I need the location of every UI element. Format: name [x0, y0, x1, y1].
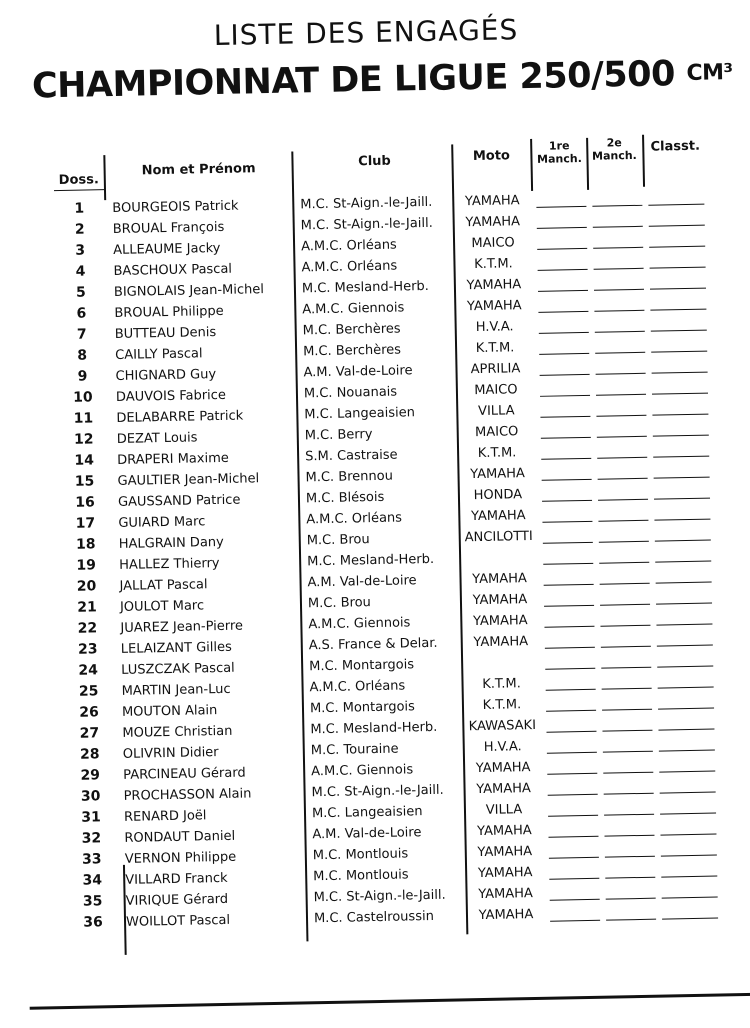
rider-name: BASCHOUX Pascal	[113, 261, 233, 279]
rider-club: A.M.C. Orléans	[309, 678, 406, 696]
manche-2-slot	[597, 457, 647, 459]
rider-club: M.C. Berchères	[302, 342, 402, 360]
rider-club: M.C. Langeaisien	[311, 804, 423, 822]
rider-club: M.C. Brou	[306, 532, 370, 549]
rider-name: RONDAUT Daniel	[124, 828, 236, 846]
rider-moto: YAMAHA	[478, 907, 534, 924]
classement-slot	[656, 581, 712, 583]
manche-2-slot	[600, 625, 650, 627]
manche-1-slot	[545, 647, 595, 649]
manche-2-slot	[593, 247, 643, 249]
manche-1-slot	[542, 500, 592, 502]
rider-name: BROUAL Philippe	[114, 303, 224, 321]
rider-name: BOURGEOIS Patrick	[112, 198, 239, 216]
displacement-unit: CM³	[686, 60, 733, 86]
column-header-manche-1	[533, 139, 585, 166]
classement-slot	[657, 665, 713, 667]
rider-name: RENARD Joël	[123, 808, 207, 825]
rider-name: GUIARD Marc	[118, 514, 206, 531]
manche-2-ordinal: 2e	[606, 136, 622, 150]
entry-number: 30	[80, 788, 101, 805]
classement-slot	[649, 245, 705, 247]
manche-2-slot	[604, 793, 654, 795]
rider-club: A.M.C. Giennois	[302, 300, 405, 318]
divider-manche-2	[642, 135, 644, 187]
classement-slot	[654, 497, 710, 499]
rider-club: A.M. Val-de-Loire	[307, 573, 417, 591]
rider-club: S.M. Castraise	[305, 447, 398, 465]
entry-number: 25	[78, 683, 99, 700]
manche-1-slot	[548, 836, 598, 838]
rider-club: M.C. Berry	[304, 427, 373, 444]
entry-number: 5	[75, 284, 86, 301]
rider-moto: H.V.A.	[475, 319, 514, 336]
manche-2-slot	[606, 918, 656, 920]
manche-1-slot	[545, 668, 595, 670]
column-header-manche-2	[588, 136, 640, 163]
rider-club: M.C. Montargois	[309, 699, 415, 717]
rider-name: VILLARD Franck	[125, 870, 228, 888]
manche-1-slot	[538, 269, 588, 271]
classement-slot	[655, 560, 711, 562]
column-header-moto: Moto	[472, 148, 511, 165]
divider-moto	[530, 139, 532, 191]
rider-club: A.M.C. Orléans	[301, 258, 398, 276]
entry-number: 17	[75, 515, 96, 532]
entry-number: 33	[81, 851, 102, 868]
rider-moto	[463, 547, 535, 548]
rider-moto: YAMAHA	[470, 508, 526, 525]
classement-slot	[652, 392, 708, 394]
rider-name: JUAREZ Jean-Pierre	[120, 618, 244, 636]
entry-number: 31	[81, 809, 101, 826]
rider-name: DEZAT Louis	[116, 430, 198, 447]
classement-slot	[658, 728, 714, 730]
classement-slot	[653, 434, 709, 436]
column-header-club: Club	[358, 153, 391, 170]
manche-1-slot	[539, 332, 589, 334]
manche-1-slot	[536, 206, 586, 208]
classement-slot	[661, 854, 717, 856]
classement-slot	[649, 224, 705, 226]
rider-club: A.M.C. Giennois	[311, 762, 414, 780]
manche-1-slot	[541, 437, 591, 439]
classement-slot	[652, 413, 708, 415]
manche-2-label: Manch.	[591, 148, 637, 163]
rider-moto: YAMAHA	[472, 571, 527, 588]
rider-moto: MAICO	[474, 382, 518, 399]
entry-number: 8	[77, 347, 88, 364]
rider-club: M.C. Brennou	[305, 468, 394, 486]
manche-2-slot	[602, 688, 652, 690]
rider-club: M.C. Montlouis	[312, 846, 409, 864]
championship-title	[31, 53, 733, 107]
rider-moto: YAMAHA	[466, 298, 522, 315]
manche-1-slot	[537, 227, 587, 229]
manche-2-slot	[605, 856, 655, 858]
manche-1-slot	[540, 416, 590, 418]
manche-2-slot	[592, 205, 642, 207]
manche-2-slot	[600, 604, 650, 606]
manche-1-slot	[540, 395, 590, 397]
rider-name: GAUSSAND Patrice	[117, 492, 241, 510]
classement-slot	[659, 749, 715, 751]
rider-moto: YAMAHA	[476, 781, 532, 798]
bottom-rule	[30, 993, 750, 1010]
classement-slot	[650, 287, 706, 289]
rider-name: OLIVRIN Didier	[122, 745, 219, 762]
column-header-name: Nom et Prénom	[141, 161, 256, 179]
manche-2-slot	[602, 730, 652, 732]
entry-number: 36	[83, 914, 103, 931]
entry-number: 15	[74, 473, 95, 490]
rider-moto: HONDA	[473, 487, 523, 504]
manche-1-slot	[547, 773, 597, 775]
classement-slot	[651, 350, 707, 352]
rider-club: M.C. St-Aign.-le-Jaill.	[300, 215, 433, 234]
manche-2-slot	[600, 583, 650, 585]
rider-name: VERNON Philippe	[124, 849, 237, 867]
rider-club: M.C. Brou	[307, 595, 371, 612]
rider-moto: YAMAHA	[477, 844, 533, 861]
rider-moto: YAMAHA	[477, 865, 533, 882]
rider-club: M.C. Blésois	[305, 489, 385, 507]
classement-slot	[656, 602, 712, 604]
manche-2-slot	[601, 667, 651, 669]
manche-1-slot	[540, 374, 590, 376]
entry-number: 16	[75, 494, 95, 511]
entry-number: 11	[73, 410, 94, 427]
entry-number: 10	[73, 389, 93, 406]
manche-2-slot	[598, 499, 648, 501]
manche-2-slot	[594, 310, 644, 312]
rider-club: A.M.C. Orléans	[306, 510, 403, 528]
manche-2-slot	[597, 436, 647, 438]
rider-name: ALLEAUME Jacky	[113, 240, 221, 258]
manche-2-slot	[596, 373, 646, 375]
manche-1-slot	[542, 479, 592, 481]
rider-name: BUTTEAU Denis	[114, 325, 217, 342]
sheet-title: LISTE DES ENGAGÉS	[213, 13, 519, 53]
championship-name: CHAMPIONNAT DE LIGUE 250/500	[31, 54, 676, 107]
rider-moto: YAMAHA	[475, 760, 531, 777]
rider-moto: K.T.M.	[474, 256, 513, 273]
rider-name: DAUVOIS Fabrice	[115, 387, 227, 405]
entry-number: 2	[74, 221, 85, 238]
classement-slot	[656, 623, 712, 625]
manche-2-slot	[602, 709, 652, 711]
rider-club: A.M. Val-de-Loire	[312, 825, 422, 843]
entry-number: 7	[76, 326, 87, 343]
entry-number: 28	[79, 746, 100, 763]
entry-number: 35	[82, 893, 103, 910]
rider-moto: K.T.M.	[482, 676, 521, 692]
entry-number: 26	[79, 704, 99, 721]
classement-slot	[653, 455, 709, 457]
entry-number: 4	[75, 263, 86, 280]
manche-1-slot	[549, 878, 599, 880]
manche-1-slot	[538, 311, 588, 313]
manche-1-label: Manch.	[536, 151, 582, 166]
manche-1-slot	[546, 689, 596, 691]
classement-slot	[655, 539, 711, 541]
manche-1-slot	[543, 542, 593, 544]
manche-1-slot	[538, 290, 588, 292]
header-underline-doss	[54, 189, 104, 191]
rider-moto: YAMAHA	[473, 634, 529, 651]
rider-moto: MAICO	[471, 235, 515, 252]
entry-number: 3	[75, 242, 86, 259]
manche-2-slot	[606, 897, 656, 899]
rider-club: M.C. Touraine	[310, 741, 399, 759]
rider-name: DRAPERI Maxime	[117, 450, 229, 468]
manche-2-slot	[601, 646, 651, 648]
manche-2-slot	[596, 394, 646, 396]
column-header-doss: Doss.	[58, 172, 100, 189]
classement-slot	[650, 266, 706, 268]
rider-club: M.C. Montlouis	[313, 867, 409, 885]
entry-number: 21	[77, 599, 97, 616]
classement-slot	[658, 686, 714, 688]
rider-name: JOULOT Marc	[119, 598, 205, 615]
entry-number: 20	[76, 578, 97, 595]
manche-2-slot	[603, 751, 653, 753]
divider-doss	[103, 155, 105, 200]
classement-slot	[659, 770, 715, 772]
entry-number: 29	[80, 767, 101, 784]
manche-2-slot	[594, 289, 644, 291]
classement-slot	[650, 308, 706, 310]
manche-2-slot	[604, 814, 654, 816]
manche-2-slot	[596, 415, 646, 417]
rider-moto: MAICO	[474, 424, 519, 441]
rider-moto: K.T.M.	[477, 445, 517, 462]
manche-1-slot	[546, 710, 596, 712]
rider-club: M.C. Mesland-Herb.	[310, 719, 438, 738]
rider-club: A.M.C. Orléans	[300, 237, 397, 255]
manche-1-slot	[537, 248, 587, 250]
rider-moto: ANCILOTTI	[464, 528, 533, 546]
manche-2-slot	[599, 562, 649, 564]
rider-moto: APRILIA	[470, 361, 521, 378]
rider-moto: YAMAHA	[466, 277, 522, 294]
manche-1-slot	[544, 626, 594, 628]
classement-slot	[651, 329, 707, 331]
entry-number: 9	[77, 368, 88, 385]
rider-name: PARCINEAU Gérard	[123, 765, 246, 783]
classement-slot	[654, 518, 710, 520]
rider-name: BROUAL François	[112, 219, 225, 237]
rider-name: BIGNOLAIS Jean-Michel	[113, 282, 265, 300]
classement-slot	[662, 917, 718, 919]
entry-number: 14	[74, 452, 95, 469]
manche-1-slot	[550, 920, 600, 922]
manche-1-slot	[544, 584, 594, 586]
manche-1-ordinal: 1re	[548, 139, 570, 153]
entry-number: 23	[77, 641, 98, 658]
entry-number: 32	[81, 830, 102, 847]
manche-2-slot	[604, 835, 654, 837]
classement-slot	[652, 371, 708, 373]
classement-slot	[648, 203, 704, 205]
manche-2-slot	[595, 331, 645, 333]
rider-moto: YAMAHA	[472, 613, 528, 630]
manche-1-slot	[539, 353, 589, 355]
rider-club: M.C. Berchères	[302, 321, 401, 339]
manche-2-slot	[599, 541, 649, 543]
column-header-classement: Classt.	[650, 138, 701, 155]
manche-2-slot	[605, 877, 655, 879]
rider-club: M.C. Montargois	[309, 657, 415, 675]
manche-1-slot	[550, 899, 600, 901]
rider-name: LELAIZANT Gilles	[120, 639, 232, 657]
rider-name: JALLAT Pascal	[119, 577, 208, 594]
entry-number: 34	[82, 872, 103, 889]
classement-slot	[661, 875, 717, 877]
rider-moto: H.V.A.	[483, 739, 522, 755]
manche-1-slot	[544, 605, 594, 607]
rider-club: M.C. Mesland-Herb.	[301, 278, 430, 297]
classement-slot	[660, 833, 716, 835]
rider-name: HALLEZ Thierry	[119, 555, 220, 573]
entry-number: 12	[73, 431, 94, 448]
rider-name: CHIGNARD Guy	[115, 367, 217, 384]
rider-name: DELABARRE Patrick	[116, 408, 244, 426]
manche-2-slot	[594, 268, 644, 270]
manche-2-slot	[598, 520, 648, 522]
manche-1-slot	[541, 458, 591, 460]
entry-number: 18	[75, 536, 96, 553]
rider-name: GAULTIER Jean-Michel	[117, 471, 260, 489]
rider-name: MOUTON Alain	[121, 703, 218, 720]
classement-slot	[654, 476, 710, 478]
result-slots	[548, 900, 718, 924]
rider-club: A.M. Val-de-Loire	[303, 363, 413, 381]
rider-name: VIRIQUE Gérard	[125, 891, 229, 909]
manche-2-slot	[603, 772, 653, 774]
manche-2-slot	[593, 226, 643, 228]
rider-moto: YAMAHA	[470, 466, 525, 483]
entry-number: 24	[78, 662, 99, 679]
rider-name: MARTIN Jean-Luc	[121, 681, 231, 699]
rider-moto: VILLA	[477, 403, 515, 420]
rider-club: M.C. Langeaisien	[304, 405, 416, 423]
classement-slot	[662, 896, 718, 898]
rider-moto: YAMAHA	[472, 592, 528, 609]
rider-moto: YAMAHA	[476, 823, 532, 840]
rider-moto	[465, 652, 537, 653]
classement-slot	[658, 707, 714, 709]
rider-moto: YAMAHA	[465, 214, 521, 231]
manche-1-slot	[548, 815, 598, 817]
manche-1-slot	[546, 731, 596, 733]
manche-1-slot	[548, 794, 598, 796]
rider-club: M.C. St-Aign.-le-Jaill.	[311, 782, 444, 801]
rider-club: M.C. Nouanais	[303, 384, 398, 402]
rider-name: WOILLOT Pascal	[125, 912, 231, 930]
entry-number: 6	[76, 305, 87, 322]
rider-moto: YAMAHA	[478, 886, 534, 903]
rider-name: MOUZE Christian	[122, 723, 233, 741]
manche-1-slot	[547, 752, 597, 754]
entry-number: 19	[76, 557, 97, 574]
rider-name: HALGRAIN Dany	[118, 534, 224, 552]
classement-slot	[660, 791, 716, 793]
rider-club: A.M.C. Giennois	[308, 615, 411, 633]
manche-2-slot	[598, 478, 648, 480]
manche-1-slot	[549, 857, 599, 859]
classement-slot	[660, 812, 716, 814]
manche-1-slot	[542, 521, 592, 523]
rider-moto: KAWASAKI	[468, 717, 537, 735]
rider-moto: K.T.M.	[482, 697, 522, 713]
rider-name: CAILLY Pascal	[115, 346, 203, 363]
rider-club: M.C. Castelroussin	[313, 908, 435, 927]
rider-moto: K.T.M.	[475, 340, 515, 357]
rider-moto: YAMAHA	[464, 193, 520, 210]
rider-moto: VILLA	[485, 802, 523, 818]
rider-name: LUSZCZAK Pascal	[121, 660, 235, 678]
entry-number: 1	[74, 200, 85, 217]
entry-number: 27	[79, 725, 100, 742]
rider-club: M.C. St-Aign.-le-Jaill.	[313, 887, 446, 906]
rider-club: A.S. France & Delar.	[308, 635, 438, 654]
manche-1-slot	[543, 563, 593, 565]
entry-number: 22	[77, 620, 98, 637]
rider-club: M.C. St-Aign.-le-Jaill.	[300, 194, 433, 213]
rider-club: M.C. Mesland-Herb.	[307, 551, 435, 570]
manche-2-slot	[595, 352, 645, 354]
rider-name: PROCHASSON Alain	[123, 786, 252, 804]
classement-slot	[657, 644, 713, 646]
